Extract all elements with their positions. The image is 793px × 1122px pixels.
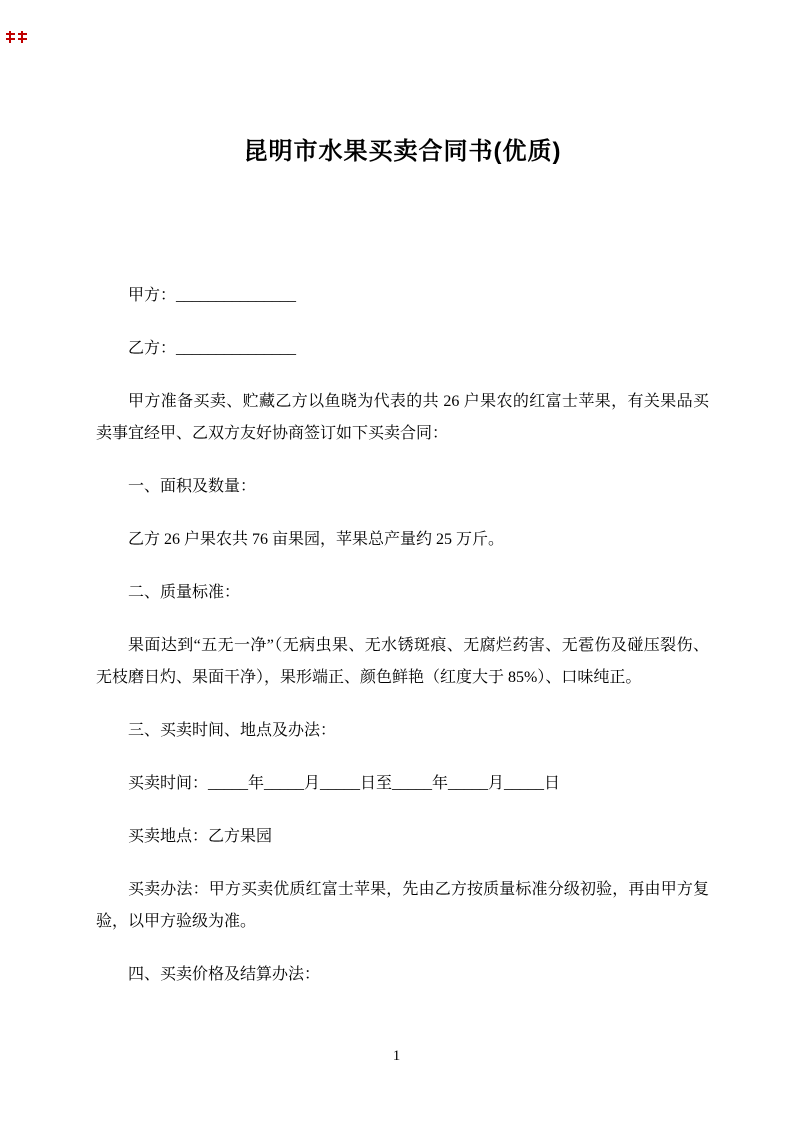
section-1-body: 乙方 26 户果农共 76 亩果园，苹果总产量约 25 万斤。 — [128, 531, 505, 548]
section-4-heading: 四、买卖价格及结算办法： — [128, 966, 321, 983]
section-2-heading: 二、质量标准： — [128, 584, 241, 601]
red-watermark-icon — [6, 31, 28, 45]
section-3-time-line: 买卖时间：_____年_____月_____日至_____年_____月_____日 — [128, 775, 561, 792]
intro-paragraph: 甲方准备买卖、贮藏乙方以鱼晓为代表的共 26 户果农的红富士苹果，有关果品买卖事宜经甲、乙双方友好协商签订如下买卖合同： — [96, 393, 709, 442]
page-number: 1 — [392, 1048, 401, 1064]
document-title: 昆明市水果买卖合同书(优质) — [243, 138, 562, 165]
section-2-body: 果面达到“五无一净”（无病虫果、无水锈斑痕、无腐烂药害、无雹伤及碰压裂伤、无枝磨日灼、果面干净），果形端正、颜色鲜艳（红度大于 85%）、口味纯正。 — [96, 637, 709, 686]
section-3-heading: 三、买卖时间、地点及办法： — [128, 722, 337, 739]
section-1-heading: 一、面积及数量： — [128, 478, 257, 495]
section-3-method-paragraph: 买卖办法：甲方买卖优质红富士苹果，先由乙方按质量标准分级初验，再由甲方复验，以甲方验级为准。 — [96, 881, 709, 930]
party-b-line: 乙方：_______________ — [128, 340, 297, 357]
section-3-place-line: 买卖地点：乙方果园 — [128, 828, 273, 845]
party-a-line: 甲方：_______________ — [128, 287, 297, 304]
